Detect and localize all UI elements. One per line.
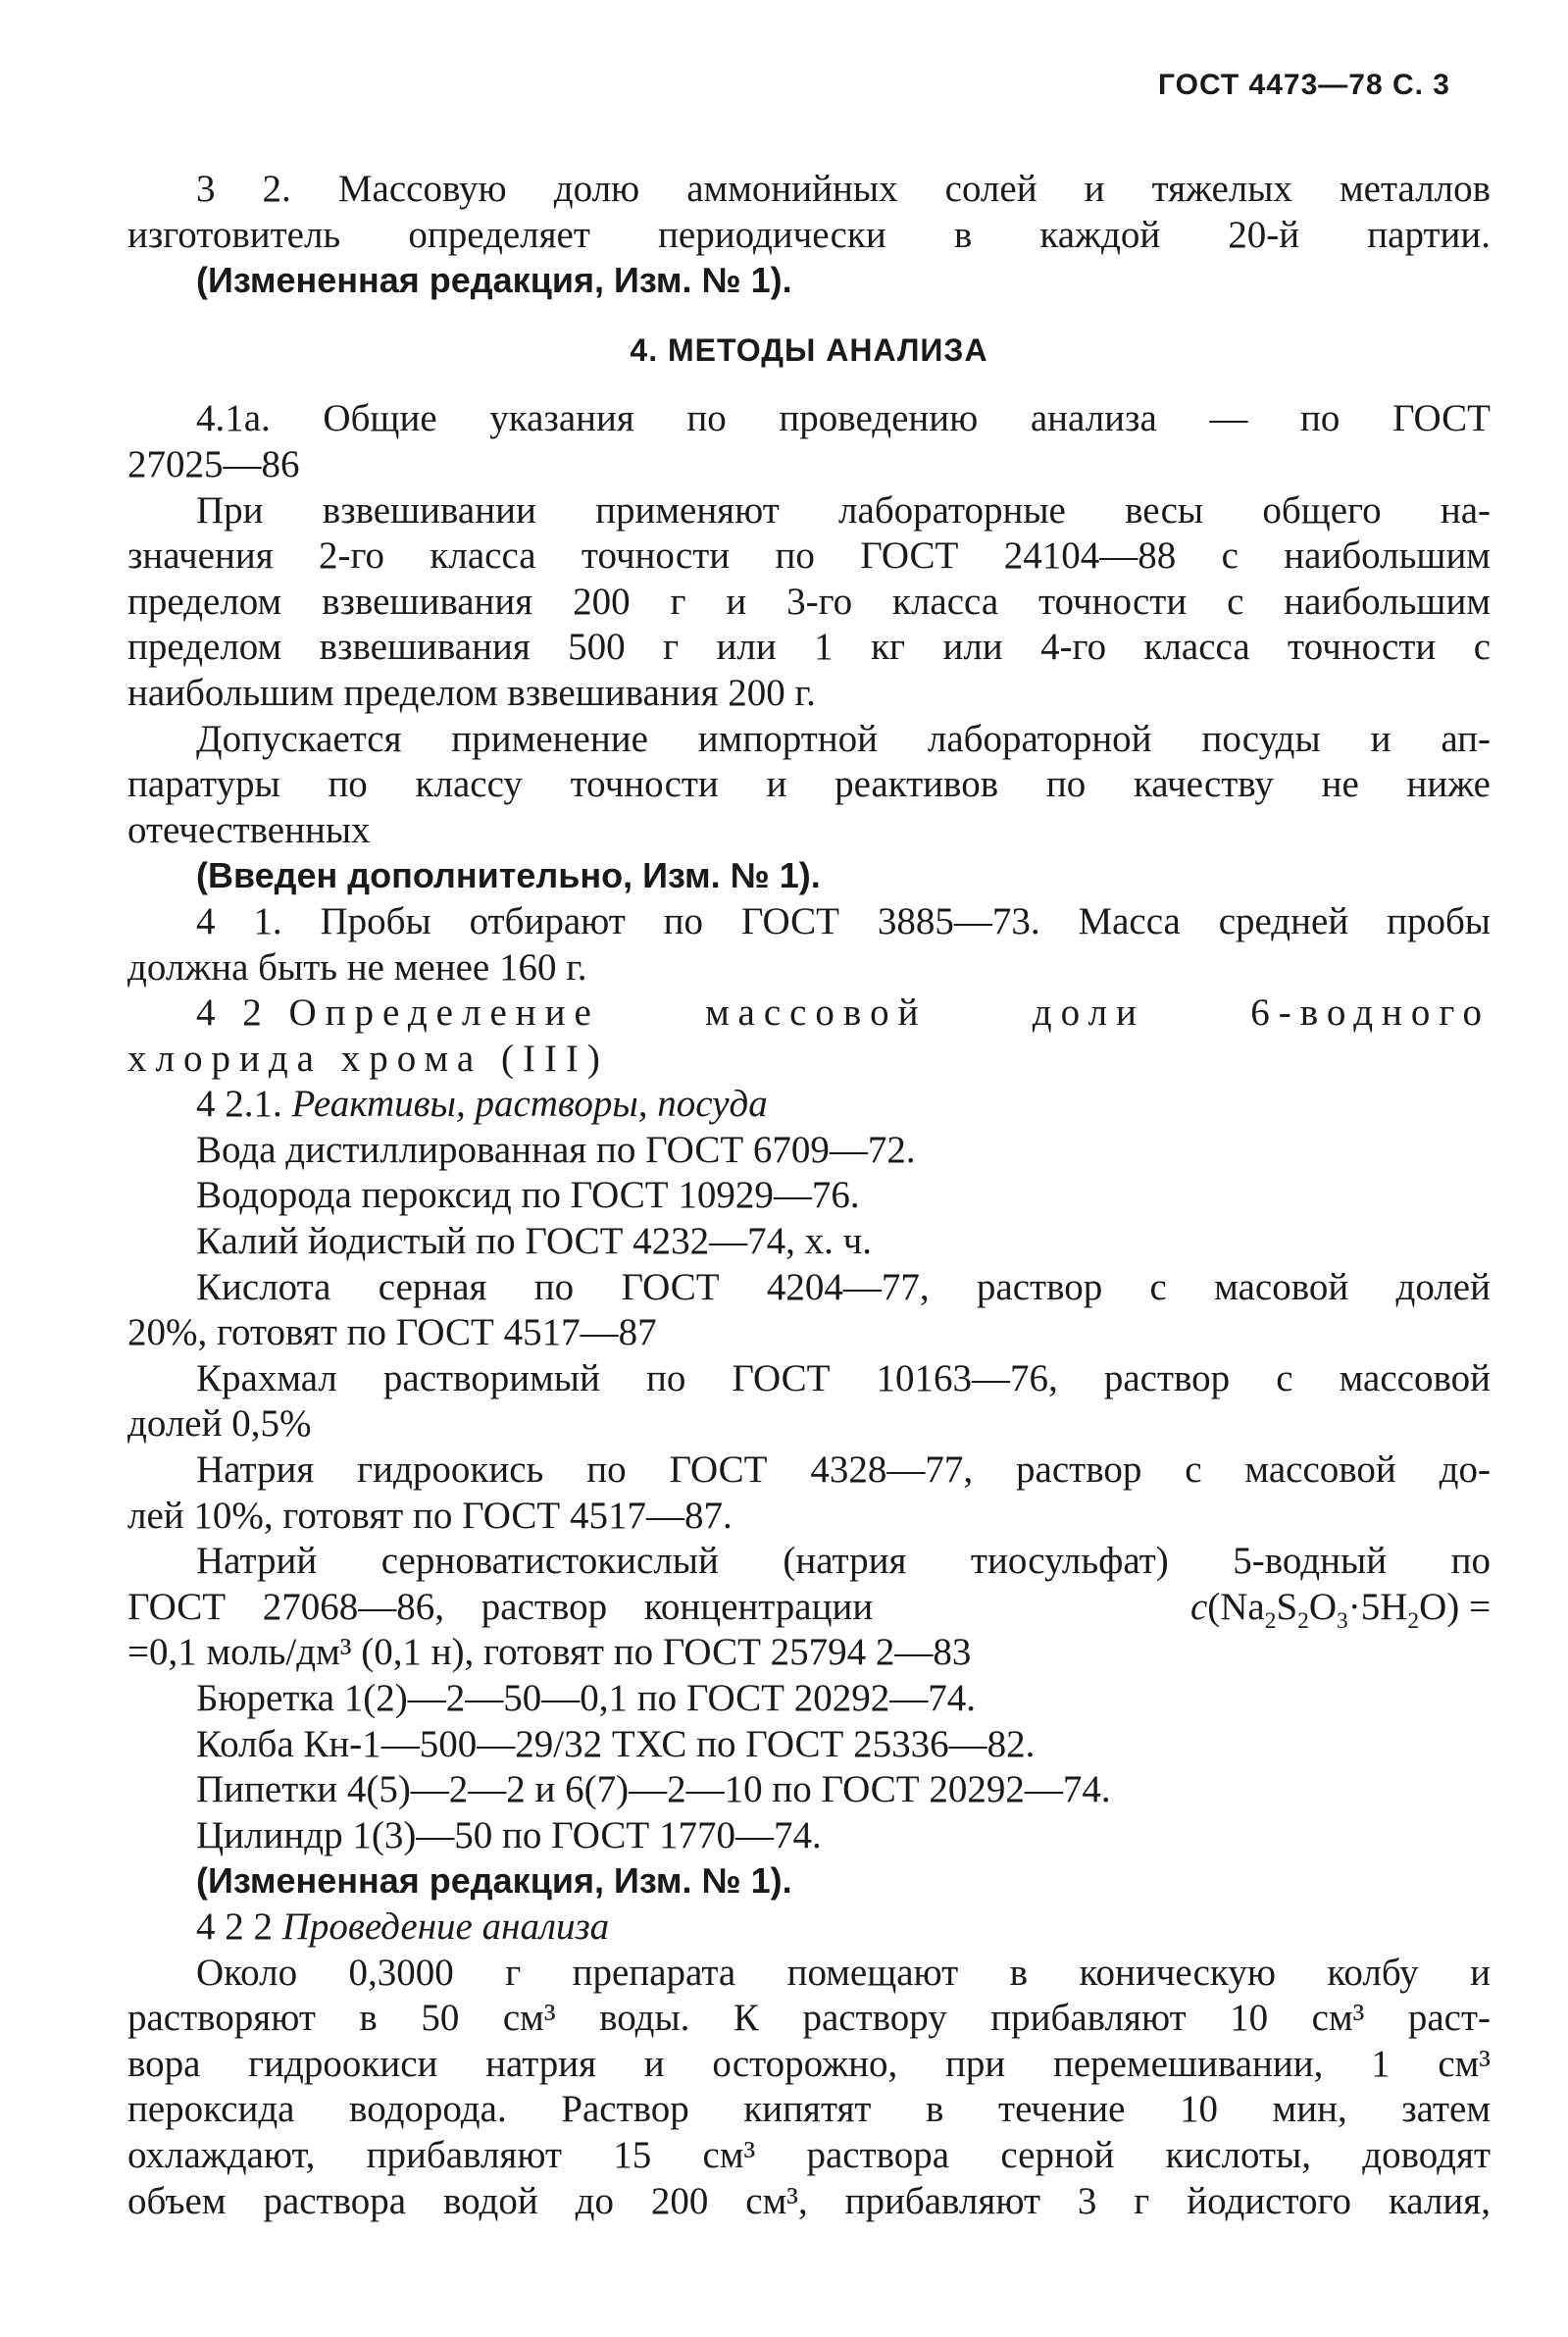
procedure-line-1: Около 0,3000 г препарата помещают в коническую колбу и — [196, 1951, 1491, 1994]
page-header: ГОСТ 4473—78 С. 3 — [1158, 69, 1450, 101]
paragraph-3-2-line-1: 3 2. Массовую долю аммонийных солей и тяжелых металлов — [196, 168, 1491, 210]
procedure-line-3: вора гидроокиси натрия и осторожно, при перемешивании, 1 см³ — [127, 2042, 1491, 2085]
reagent-starch-line-2: долей 0,5% — [127, 1402, 312, 1446]
equipment-flask: Колба Кн-1—500—29/32 ТХС по ГОСТ 25336—82. — [196, 1722, 1036, 1765]
procedure-line-2: растворяют в 50 см³ воды. К раствору прибавляют 10 см³ раст- — [127, 1997, 1491, 2040]
reagent-sulfuric-acid-line-1: Кислота серная по ГОСТ 4204—77, раствор с масовой долей — [196, 1265, 1491, 1308]
paragraph-import-line-1: Допускается применение импортной лабораторной посуды и ап- — [196, 717, 1491, 760]
subsection-4-2-1-title: Реактивы, растворы, посуда — [291, 1083, 768, 1126]
reagent-thiosulfate-line-2 — [127, 1585, 1491, 1634]
paragraph-weighing-line-4: пределом взвешивания 500 г или 1 кг или 4-го класса точности с — [127, 626, 1491, 669]
reagent-thiosulfate-line-2-text: ГОСТ 27068—86, раствор концентрации — [127, 1585, 874, 1628]
paragraph-4-1-line-2: должна быть не менее 160 г. — [127, 945, 587, 989]
reagent-potassium-iodide: Калий йодистый по ГОСТ 4232—74, х. ч. — [196, 1220, 873, 1263]
subsection-4-2-1-number: 4 2.1. — [196, 1083, 282, 1126]
reagent-naoh-line-1: Натрия гидроокись по ГОСТ 4328—77, раствор с массовой до- — [196, 1448, 1491, 1492]
page-content — [127, 167, 1491, 2224]
equipment-cylinder: Цилиндр 1(3)—50 по ГОСТ 1770—74. — [196, 1813, 822, 1856]
paragraph-4-2-word-1: 4 2 Определение — [196, 991, 600, 1035]
paragraph-3-2-line-2: изготовитель определяет периодически в каждой 20-й партии. — [127, 213, 1491, 256]
reagent-peroxide: Водорода пероксид по ГОСТ 10929—76. — [196, 1174, 860, 1217]
reagent-thiosulfate-line-1: Натрий серноватистокислый (натрия тиосульфат) 5-водный по — [196, 1540, 1491, 1583]
procedure-line-6: объем раствора водой до 200 см³, прибавляют 3 г йодистого калия, — [127, 2179, 1491, 2222]
paragraph-weighing-line-3: пределом взвешивания 200 г и 3-го класса точности с наибольшим — [127, 580, 1491, 623]
paragraph-4-1a-line-1: 4.1а. Общие указания по проведению анализа — по ГОСТ — [196, 397, 1491, 440]
subsection-4-2-2 — [127, 1905, 1491, 1951]
subsection-4-2-2-title: Проведение анализа — [281, 1905, 610, 1948]
paragraph-4-2-word-4: 6-водного — [1250, 991, 1491, 1035]
reagent-starch-line-1: Крахмал растворимый по ГОСТ 10163—76, раствор с массовой — [196, 1356, 1491, 1399]
paragraph-4-1-line-1: 4 1. Пробы отбирают по ГОСТ 3885—73. Масса средней пробы — [196, 899, 1491, 942]
procedure-line-5: охлаждают, прибавляют 15 см³ раствора серной кислоты, доводят — [127, 2133, 1491, 2176]
paragraph-weighing-line-1: При взвешивании применяют лабораторные весы общего на- — [196, 488, 1491, 532]
procedure-line-4: пероксида водорода. Раствор кипятят в течение 10 мин, затем — [127, 2088, 1491, 2131]
amendment-note-reagents: (Измененная редакция, Изм. № 1). — [196, 1860, 792, 1902]
subsection-4-2-1 — [127, 1082, 1491, 1128]
paragraph-import-line-3: отечественных — [127, 808, 371, 851]
thiosulfate-formula: $с(Na_2S_2O_3\cdot 5H_2O)$ = — [1189, 1585, 1491, 1634]
paragraph-import-line-2: паратуры по классу точности и реактивов по качеству не ниже — [127, 763, 1491, 806]
addition-note: (Введен дополнительно, Изм. № 1). — [196, 855, 821, 896]
section-title: 4. МЕТОДЫ АНАЛИЗА — [630, 331, 988, 368]
subsection-4-2-2-number: 4 2 2 — [196, 1905, 273, 1948]
equipment-burette: Бюретка 1(2)—2—50—0,1 по ГОСТ 20292—74. — [196, 1677, 976, 1719]
paragraph-weighing-line-5: наибольшим пределом взвешивания 200 г. — [127, 671, 816, 714]
reagent-water: Вода дистиллированная по ГОСТ 6709—72. — [196, 1128, 916, 1171]
paragraph-4-2-line-2: хлорида хрома (III) — [127, 1037, 609, 1080]
paragraph-4-2-word-3: доли — [1032, 991, 1145, 1035]
paragraph-4-2-line-1 — [127, 991, 1491, 1037]
paragraph-4-2-word-2: массовой — [705, 991, 928, 1035]
equipment-pipettes: Пипетки 4(5)—2—2 и 6(7)—2—10 по ГОСТ 20292—74. — [196, 1768, 1111, 1811]
reagent-naoh-line-2: лей 10%, готовят по ГОСТ 4517—87. — [127, 1494, 733, 1537]
paragraph-weighing-line-2: значения 2-го класса точности по ГОСТ 24104—88 с наибольшим — [127, 534, 1491, 578]
paragraph-4-1a-line-2: 27025—86 — [127, 442, 300, 485]
reagent-thiosulfate-line-3: =0,1 моль/дм³ (0,1 н), готовят по ГОСТ 25794 2—83 — [127, 1631, 972, 1674]
amendment-note: (Измененная редакция, Изм. № 1). — [196, 260, 792, 301]
reagent-sulfuric-acid-line-2: 20%, готовят по ГОСТ 4517—87 — [127, 1311, 657, 1354]
